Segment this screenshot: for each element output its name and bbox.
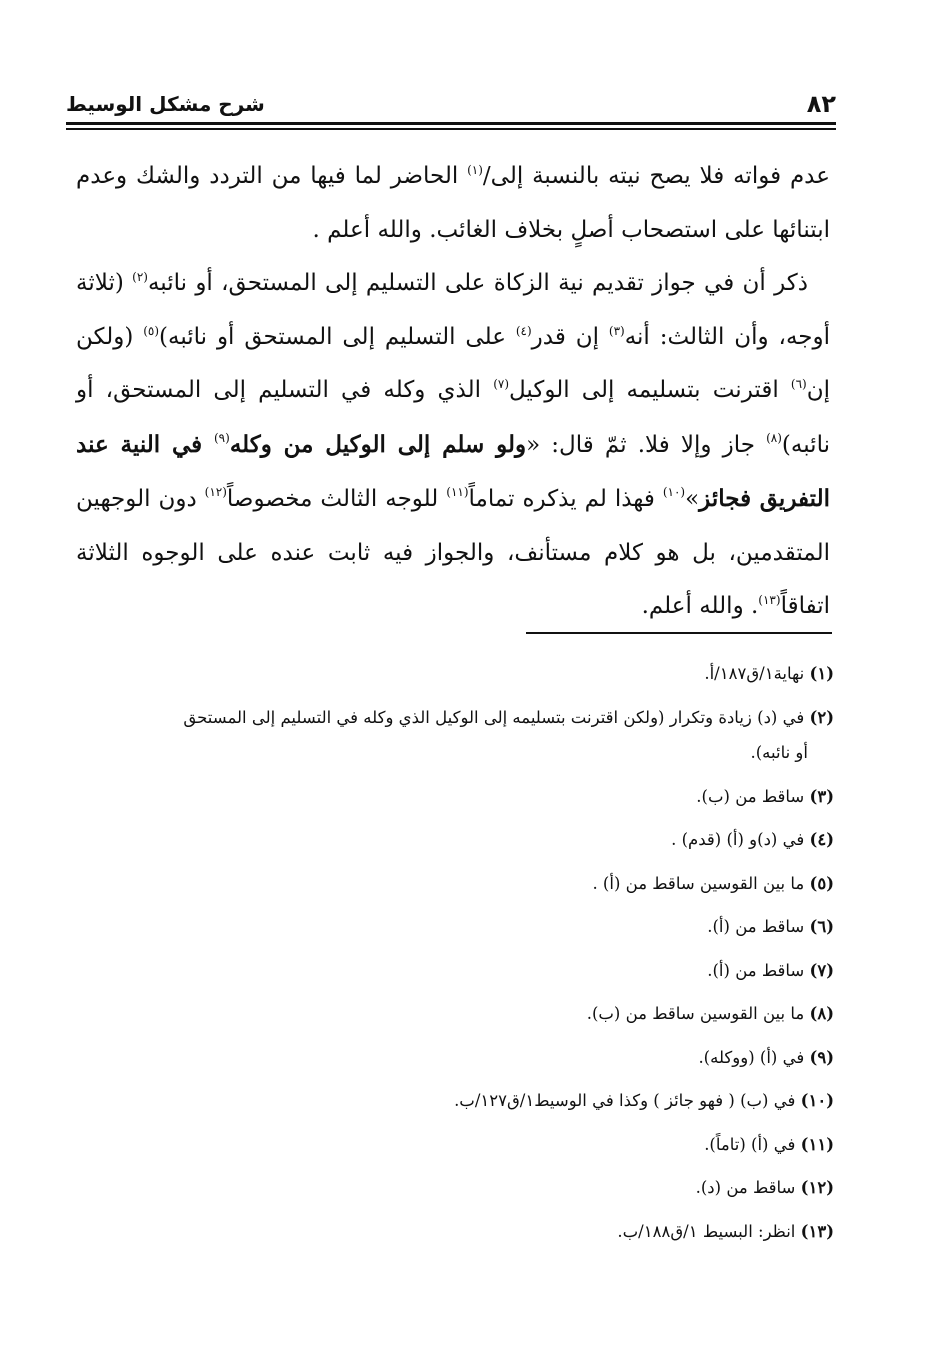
footnote-2: (٢) في (د) زيادة وتكرار (ولكن اقترنت بتسليمه إلى الوكيل الذي وكله في التسليم إلى المستحق أو نائبه). bbox=[183, 707, 834, 762]
footnote-ref: (١١) bbox=[446, 485, 469, 499]
quoted-text: في النية عند التفريق فجائز bbox=[76, 430, 830, 512]
footnote-6: (٦) ساقط من (أ). bbox=[707, 917, 834, 936]
footnote-ref: (٢) bbox=[132, 270, 148, 284]
header-rule-thick bbox=[66, 122, 836, 125]
footnote-ref: (١٢) bbox=[204, 485, 227, 499]
footnote-ref: (٩) bbox=[213, 430, 230, 445]
footnote-4: (٤) في (د)و (أ) (قدم) . bbox=[671, 830, 834, 849]
footnote-ref: (٨) bbox=[766, 430, 782, 445]
footnote-7: (٧) ساقط من (أ). bbox=[707, 960, 834, 980]
footnote-5: (٥) ما بين القوسين ساقط من (أ) . bbox=[592, 873, 834, 893]
footnote-ref: (٣) bbox=[608, 323, 625, 338]
footnote-ref: (١٣) bbox=[758, 593, 781, 607]
footnote-ref: (٦) bbox=[790, 377, 807, 391]
footnote-8: (٨) ما بين القوسين ساقط من (ب). bbox=[586, 1004, 834, 1023]
footnote-1: (١) نهاية١/ق١٨٧/أ. bbox=[704, 664, 834, 683]
quoted-text: ولو سلم إلى الوكيل من وكله bbox=[229, 430, 527, 458]
footnote-ref: (١) bbox=[467, 163, 483, 177]
paragraph-2: ذكر أن في جواز تقديم نية الزكاة على التسليم إلى المستحق، أو نائبه$^{(٢)}$ (ثلاثة أوجه، وأن الثالث: أنه$^{(٣)}$ إن قدر$^{(٤)}$ على التسليم إلى المستحق أو نائبه)$^{(٥)}$ (ولكن إن$^{(٦)}$ اقترنت بتسليمه إلى الوكيل$^{(٧)}$ الذي وكله في التسليم إلى المستحق، أو نائبه)$^{(٨)}$ جاز وإلا فلا. ثمّ قال: «ولو سلم إلى الوكيل من وكله$^{(٩)}$ في النية عند التفريق فجائز»$^{(١٠)}$ فهذا لم يذكره تماماً$^{(١١)}$ للوجه الثالث مخصوصاً$^{(١٢)}$ دون الوجهين المتقدمين، بل هو كلام مستأنف، والجواز فيه ثابت عنده على الوجوه الثلاثة اتفاقاً$^{(١٣)}$. والله أعلم. bbox=[76, 270, 831, 619]
footnote-12: (١٢) ساقط من (د). bbox=[695, 1178, 834, 1197]
footnote-ref: (٥) bbox=[143, 323, 160, 338]
footnote-13: (١٣) انظر: البسيط ١/ق١٨٨/ب. bbox=[617, 1221, 834, 1241]
footnote-ref: (١٠) bbox=[662, 485, 686, 499]
page-header bbox=[66, 88, 836, 124]
header-rule-thin bbox=[66, 128, 836, 130]
footnotes bbox=[76, 652, 834, 1253]
paragraph-1: عدم فواته فلا يصح نيته بالنسبة إلى/$^{(١)}$ الحاضر لما فيها من التردد والشك وعدم ابتنائها على استصحاب أصلٍ بخلاف الغائب. والله أعلم . bbox=[76, 163, 830, 243]
page-number: ٨٢ bbox=[806, 90, 836, 118]
footnote-9: (٩) في (أ) (ووكله). bbox=[698, 1047, 834, 1067]
footnote-ref: (٧) bbox=[493, 377, 510, 391]
footnote-10: (١٠) في (ب) ( فهو جائز ) وكذا في الوسيط١/ق١٢٧/ب. bbox=[454, 1091, 834, 1110]
footnote-3: (٣) ساقط من (ب). bbox=[696, 786, 834, 806]
footnote-separator bbox=[526, 632, 832, 634]
running-title: شرح مشكل الوسيط bbox=[66, 92, 265, 116]
body-text bbox=[76, 150, 830, 634]
footnote-11: (١١) في (أ) (تاماً). bbox=[704, 1134, 834, 1154]
footnote-ref: (٤) bbox=[515, 323, 532, 338]
